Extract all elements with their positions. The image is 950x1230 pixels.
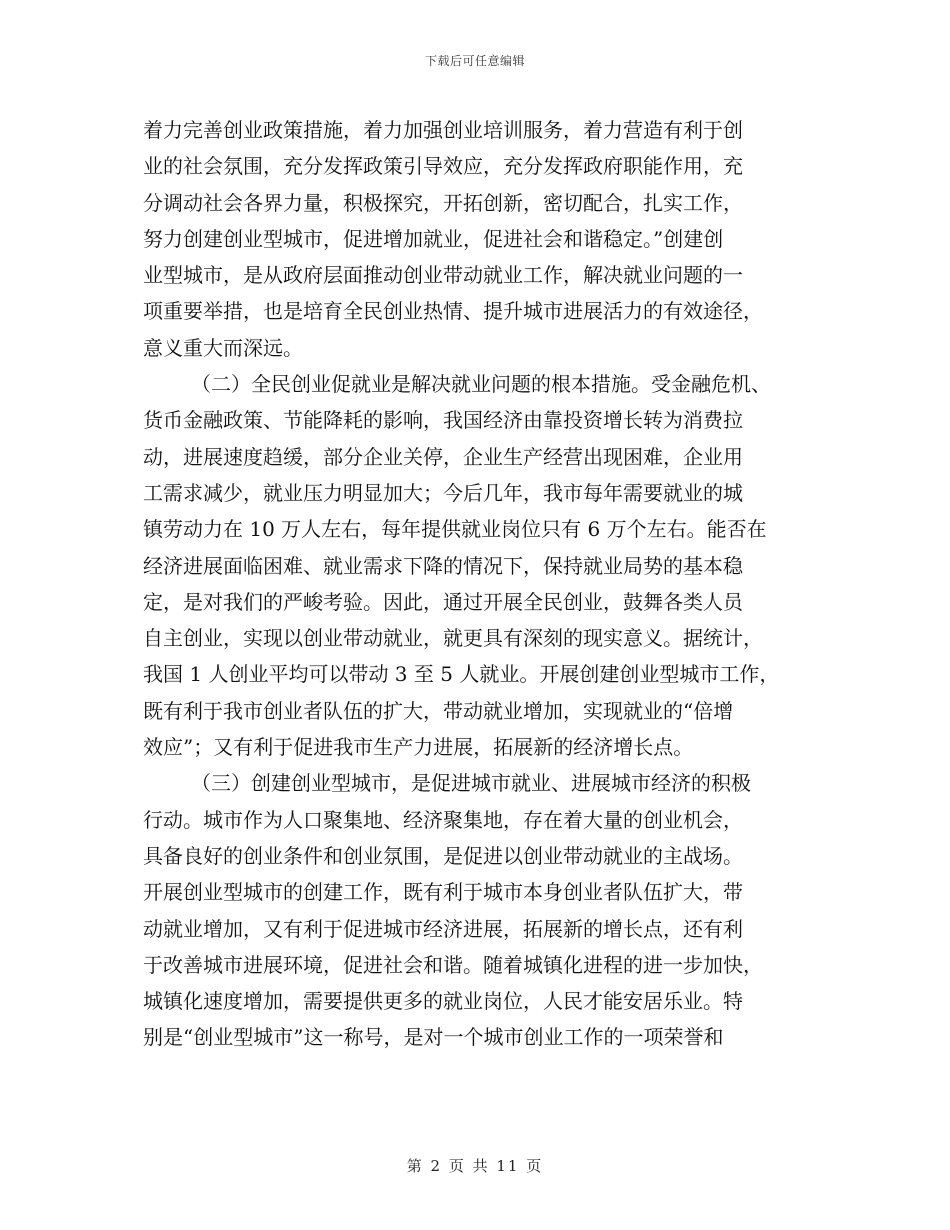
text-line: 动就业增加，又有利于促进城市经济进展，拓展新的增长点，还有利 bbox=[143, 916, 743, 941]
text-line: 既有利于我市创业者队伍的扩大，带动就业增加，实现就业的“倍增 bbox=[143, 698, 734, 723]
paragraph-start-line: （二）全民创业促就业是解决就业问题的根本措施。受金融危机、 bbox=[191, 372, 771, 397]
text-line: 城镇化速度增加，需要提供更多的就业岗位，人民才能安居乐业。特 bbox=[143, 989, 743, 1014]
text-line: 镇劳动力在 10 万人左右，每年提供就业岗位只有 6 万个左右。能否在 bbox=[143, 517, 767, 542]
text-line: 具备良好的创业条件和创业氛围，是促进以创业带动就业的主战场。 bbox=[143, 843, 743, 868]
page-header: 下载后可任意编辑 bbox=[424, 54, 525, 68]
text-line: 开展创业型城市的创建工作，既有利于城市本身创业者队伍扩大，带 bbox=[143, 880, 743, 905]
text-line: 项重要举措，也是培育全民创业热情、提升城市进展活力的有效途径， bbox=[143, 299, 763, 324]
document-body bbox=[143, 112, 807, 1056]
text-line: 业的社会氛围，充分发挥政策引导效应，充分发挥政府职能作用，充 bbox=[143, 154, 743, 179]
text-line: 我国 1 人创业平均可以带动 3 至 5 人就业。开展创建创业型城市工作， bbox=[143, 662, 780, 687]
text-line: 动，进展速度趋缓，部分企业关停，企业生产经营出现困难，企业用 bbox=[143, 444, 743, 469]
text-line: 经济进展面临困难、就业需求下降的情况下，保持就业局势的基本稳 bbox=[143, 553, 743, 578]
text-line: 着力完善创业政策措施，着力加强创业培训服务，着力营造有利于创 bbox=[143, 118, 743, 142]
text-line: 工需求减少，就业压力明显加大；今后几年，我市每年需要就业的城 bbox=[143, 480, 743, 505]
text-line: 定，是对我们的严峻考验。因此，通过开展全民创业，鼓舞各类人员 bbox=[143, 589, 743, 614]
text-line: 努力创建创业型城市，促进增加就业，促进社会和谐稳定。”创建创 bbox=[143, 226, 724, 251]
text-line: 分调动社会各界力量，积极探究，开拓创新，密切配合，扎实工作， bbox=[143, 190, 743, 215]
text-line: 自主创业，实现以创业带动就业，就更具有深刻的现实意义。据统计， bbox=[143, 626, 763, 651]
page-number: 第 2 页 共 11 页 bbox=[406, 1157, 544, 1175]
text-line: 货币金融政策、节能降耗的影响，我国经济由靠投资增长转为消费拉 bbox=[143, 408, 743, 433]
text-line: 意义重大而深远。 bbox=[143, 335, 303, 360]
text-line: 于改善城市进展环境，促进社会和谐。随着城镇化进程的进一步加快， bbox=[143, 952, 763, 977]
text-line: 效应”；又有利于促进我市生产力进展，拓展新的经济增长点。 bbox=[143, 735, 694, 760]
text-line: 别是“创业型城市”这一称号，是对一个城市创业工作的一项荣誉和 bbox=[143, 1025, 724, 1050]
text-line: 行动。城市作为人口聚集地、经济聚集地，存在着大量的创业机会， bbox=[143, 807, 743, 832]
text-line: 业型城市，是从政府层面推动创业带动就业工作，解决就业问题的一 bbox=[143, 263, 743, 288]
paragraph-start-line: （三）创建创业型城市，是促进城市就业、进展城市经济的积极 bbox=[191, 771, 751, 796]
